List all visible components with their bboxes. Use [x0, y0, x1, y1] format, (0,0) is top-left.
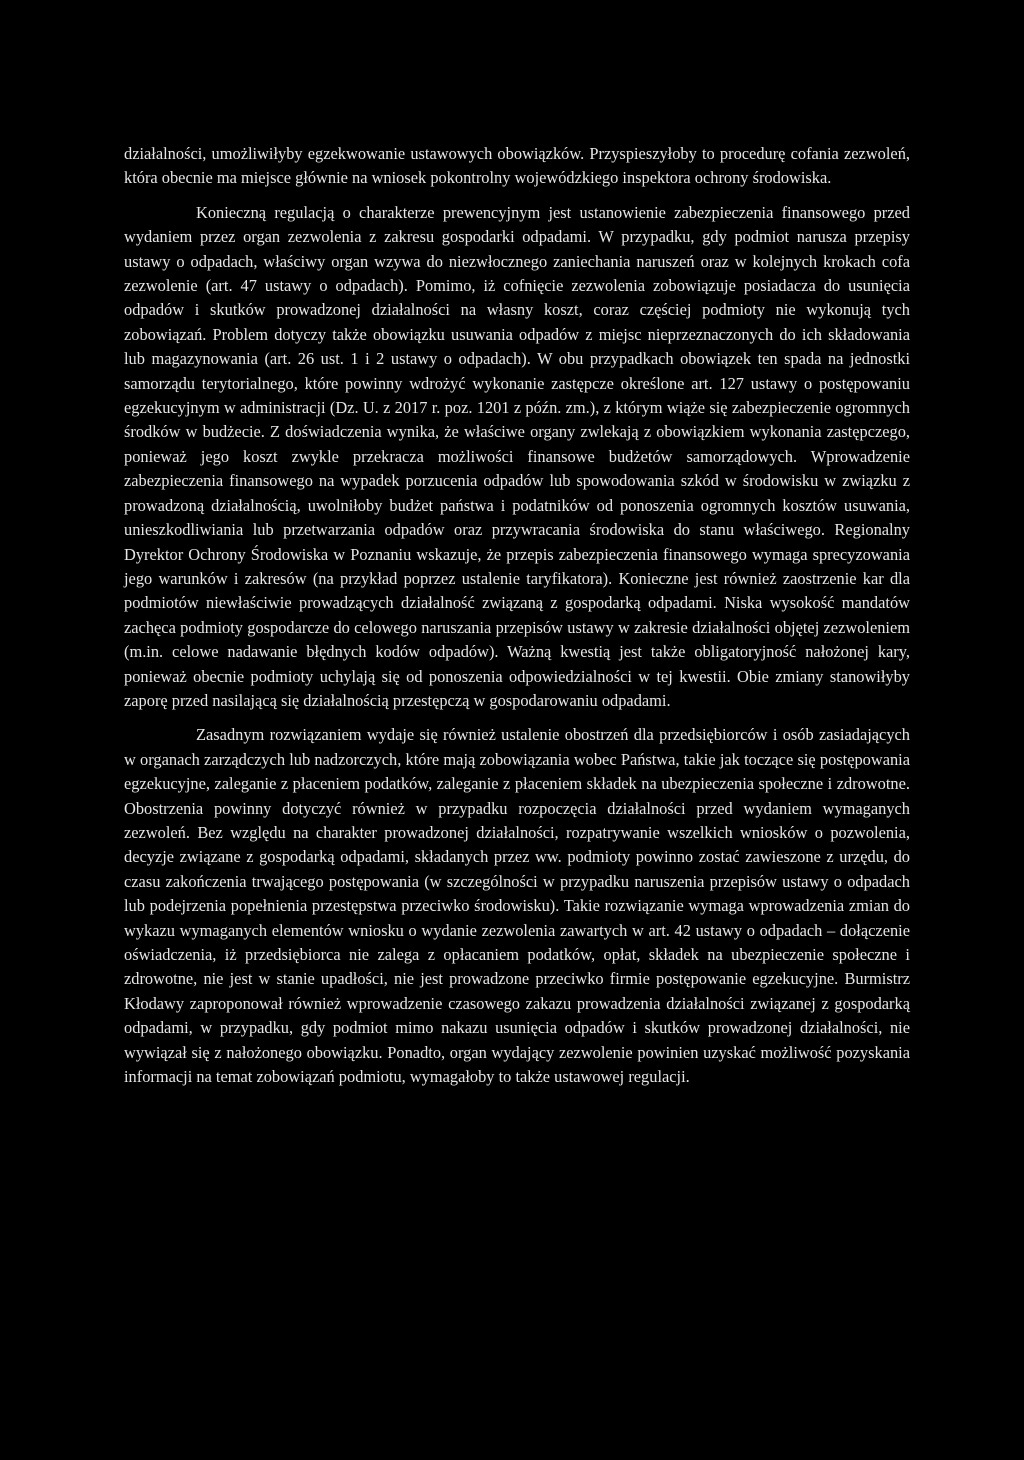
paragraph-financial-security: Konieczną regulacją o charakterze prewencyjnym jest ustanowienie zabezpieczenia finansowego przed wydaniem przez organ zezwolenia z zakresu gospodarki odpadami. W przypadku, gdy podmiot narusza przepisy ustawy o odpadach, właściwy organ wzywa do niezwłocznego zaniechania naruszeń oraz w kolejnych krokach cofa zezwolenie (art. 47 ustawy o odpadach). Pomimo, iż cofnięcie zezwolenia zobowiązuje posiadacza do usunięcia odpadów i skutków prowadzonej działalności na własny koszt, coraz częściej podmioty nie wykonują tych zobowiązań. Problem dotyczy także obowiązku usuwania odpadów z miejsc nieprzeznaczonych do ich składowania lub magazynowania (art. 26 ust. 1 i 2 ustawy o odpadach). W obu przypadkach obowiązek ten spada na jednostki samorządu terytorialnego, które powinny wdrożyć wykonanie zastępcze określone art. 127 ustawy o postępowaniu egzekucyjnym w administracji (Dz. U. z 2017 r. poz. 1201 z późn. zm.), z którym wiąże się zabezpieczenie ogromnych środków w budżecie. Z doświadczenia wynika, że właściwe organy zwlekają z obowiązkiem wykonania zastępczego, ponieważ jego koszt zwykle przekracza możliwości finansowe budżetów samorządowych. Wprowadzenie zabezpieczenia finansowego na wypadek porzucenia odpadów lub spowodowania szkód w środowisku w związku z prowadzoną działalnością, uwolniłoby budżet państwa i podatników od ponoszenia ogromnych kosztów usuwania, unieszkodliwiania lub przetwarzania odpadów oraz przywracania środowiska do stanu właściwego. Regionalny Dyrektor Ochrony Środowiska w Poznaniu wskazuje, że przepis zabezpieczenia finansowego wymaga sprecyzowania jego warunków i zakresów (na przykład poprzez ustalenie taryfikatora). Konieczne jest również zaostrzenie kar dla podmiotów niewłaściwie prowadzących działalność związaną z gospodarką odpadami. Niska wysokość mandatów zachęca podmioty gospodarcze do celowego naruszania przepisów ustawy w zakresie działalności objętej zezwoleniem (m.in. celowe nadawanie błędnych kodów odpadów). Ważną kwestią jest także obligatoryjność nałożonej kary, ponieważ obecnie podmioty uchylają się od ponoszenia odpowiedzialności w tej kwestii. Obie zmiany stanowiłyby zaporę przed nasilającą się działalnością przestępczą w gospodarowaniu odpadami. — [124, 202, 910, 710]
paragraph-continuation: działalności, umożliwiłyby egzekwowanie ustawowych obowiązków. Przyspieszyłoby to procedurę cofania zezwoleń, która obecnie ma miejsce głównie na wniosek pokontrolny wojewódzkiego inspektora ochrony środowiska. — [124, 144, 910, 188]
paragraph-restrictions: Zasadnym rozwiązaniem wydaje się również ustalenie obostrzeń dla przedsiębiorców i osób zasiadających w organach zarządczych lub nadzorczych, które mają zobowiązania wobec Państwa, takie jak toczące się postępowania egzekucyjne, zaleganie z płaceniem podatków, zaleganie z płaceniem składek na ubezpieczenia społeczne i zdrowotne. Obostrzenia powinny dotyczyć również w przypadku rozpoczęcia działalności przed wydaniem wymaganych zezwoleń. Bez względu na charakter prowadzonej działalności, rozpatrywanie wszelkich wniosków o pozwolenia, decyzje związane z gospodarką odpadami, składanych przez ww. podmioty powinno zostać zawieszone z urzędu, do czasu zakończenia trwającego postępowania (w szczególności w przypadku naruszenia przepisów ustawy o odpadach lub podejrzenia popełnienia przestępstwa przeciwko środowisku). Takie rozwiązanie wymaga wprowadzenia zmian do wykazu wymaganych elementów wniosku o wydanie zezwolenia zawartych w art. 42 ustawy o odpadach – dołączenie oświadczenia, iż przedsiębiorca nie zalega z opłacaniem podatków, opłat, składek na ubezpieczenie społeczne i zdrowotne, nie jest w stanie upadłości, nie jest prowadzone przeciwko firmie postępowanie egzekucyjne. Burmistrz Kłodawy zaproponował również wprowadzenie czasowego zakazu prowadzenia działalności związanej z gospodarką odpadami, w przypadku, gdy podmiot mimo nakazu usunięcia odpadów i skutków prowadzonej działalności, nie wywiązał się z nałożonego obowiązku. Ponadto, organ wydający zezwolenie powinien uzyskać możliwość pozyskania informacji na temat zobowiązań podmiotu, wymagałoby to także ustawowej regulacji. — [124, 725, 910, 1087]
document-body — [124, 142, 910, 1089]
